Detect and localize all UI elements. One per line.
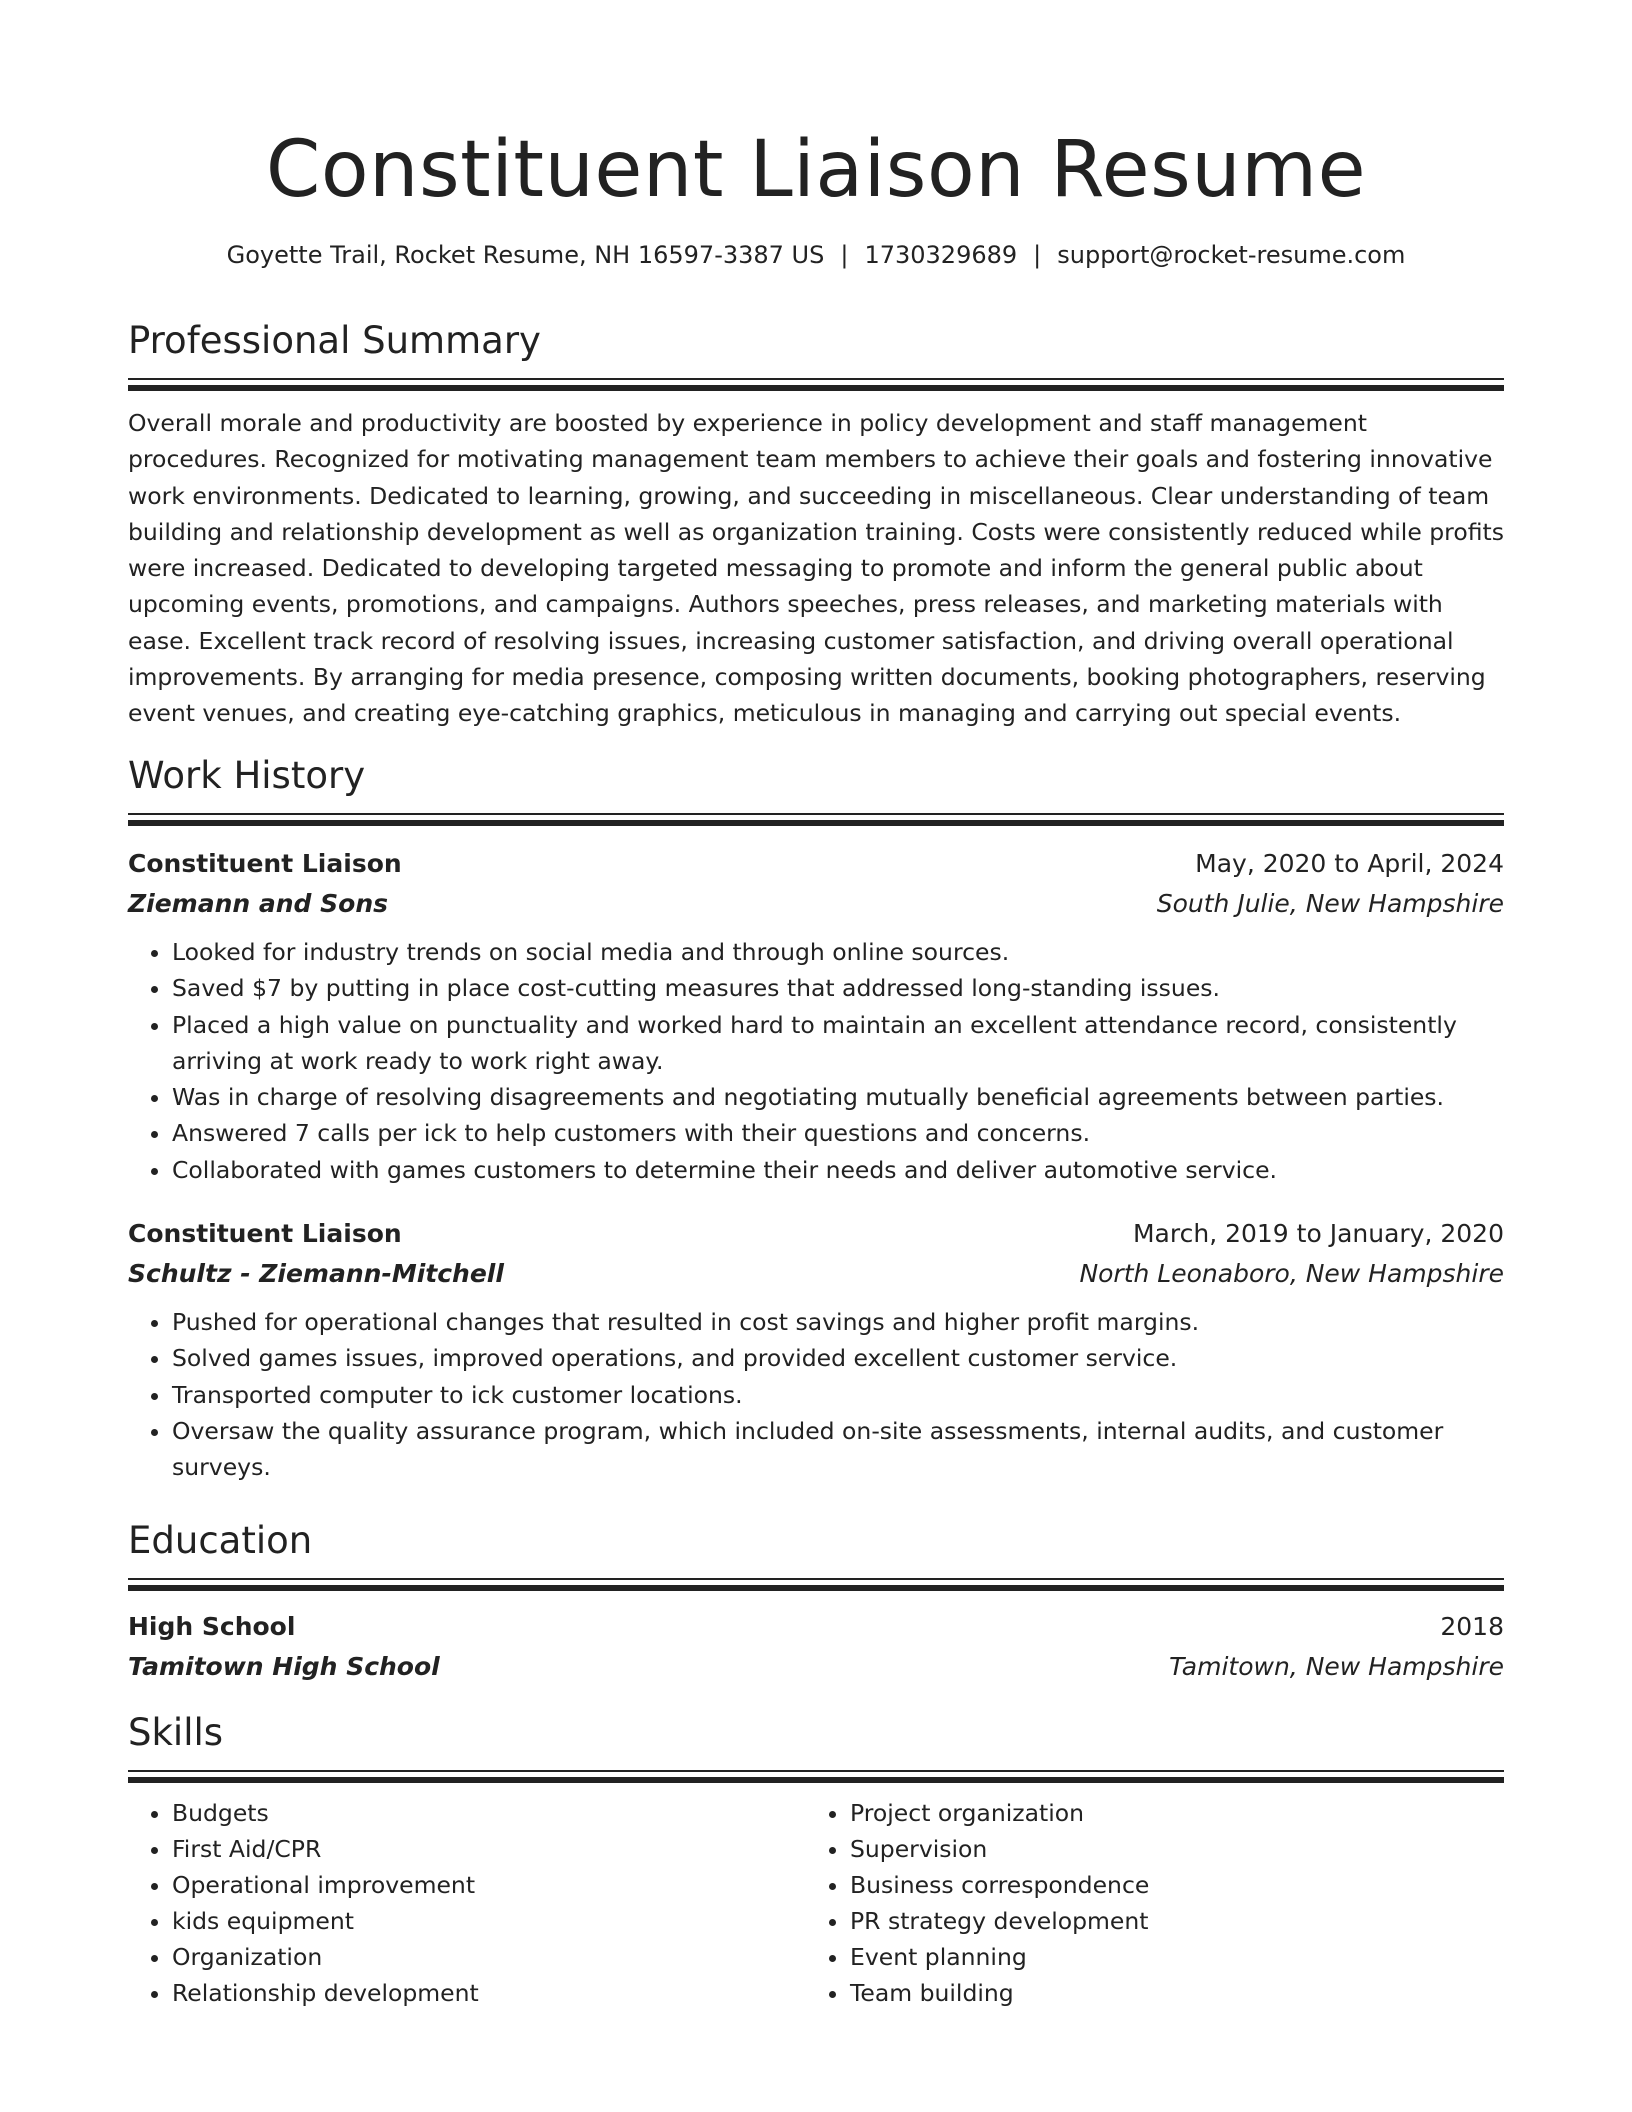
job-dates: March, 2019 to January, 2020: [1132, 1219, 1504, 1249]
section-heading: Work History: [128, 754, 366, 797]
job-company-row: [128, 1254, 1504, 1294]
job-bullet: • Oversaw the quality assurance program, which included on-site assessments, internal audits, and customer surveys.: [172, 1413, 1504, 1486]
job-bullet: • Solved games issues, improved operations, and provided excellent customer service.: [172, 1340, 1504, 1376]
section-heading: Professional Summary: [128, 319, 541, 362]
section-rule-thick: [128, 1585, 1504, 1591]
resume-title: Constituent Liaison Resume: [265, 125, 1367, 215]
contact-separator: |: [1033, 241, 1042, 269]
skill-item: • Event planning: [850, 1939, 1483, 1975]
skill-item: • Organization: [172, 1939, 805, 1975]
contact-email: support@rocket-resume.com: [1057, 241, 1406, 269]
section-rule-thick: [128, 1777, 1504, 1783]
job-bullet: • Collaborated with games customers to determine their needs and deliver automotive service.: [172, 1152, 1504, 1188]
section-rule-thick: [128, 385, 1504, 391]
skill-item: • Budgets: [172, 1795, 805, 1831]
education-entry: [128, 1607, 1504, 1687]
education-section: [128, 1516, 1504, 1687]
contact-separator: |: [840, 241, 849, 269]
job-bullet: • Placed a high value on punctuality and worked hard to maintain an excellent attendance record, consistently arriving at work ready to work right away.: [172, 1007, 1504, 1080]
section-rule-thin: [128, 1770, 1504, 1772]
job-bullet: • Saved $7 by putting in place cost-cutting measures that addressed long-standing issues.: [172, 970, 1504, 1006]
skill-item: • PR strategy development: [850, 1903, 1483, 1939]
summary-text: Overall morale and productivity are boosted by experience in policy development and staff management procedures. Recognized for motivating management team members to achieve their goals and fostering innovative work environments. Dedicated to learning, growing, and succeeding in miscellaneous. Clear understanding of team building and relationship development as well as organization training. Costs were consistently reduced while profits were increased. Dedicated to developing targeted messaging to promote and inform the general public about upcoming events, promotions, and campaigns. Authors speeches, press releases, and marketing materials with ease. Excellent track record of resolving issues, increasing customer satisfaction, and driving overall operational improvements. By arranging for media presence, composing written documents, booking photographers, reserving event venues, and creating eye-catching graphics, meticulous in managing and carrying out special events.: [128, 409, 1504, 728]
job-bullet: • Transported computer to ick customer locations.: [172, 1377, 1504, 1413]
section-rule-thin: [128, 813, 1504, 815]
job-title: Constituent Liaison: [128, 1219, 402, 1249]
education-school: Tamitown High School: [128, 1652, 440, 1681]
skill-item: • Operational improvement: [172, 1867, 805, 1903]
job-bullets: [128, 1304, 1504, 1485]
job-dates: May, 2020 to April, 2024: [1195, 849, 1504, 878]
job-company: Schultz - Ziemann-Mitchell: [128, 1259, 504, 1289]
job-location: North Leonaboro, New Hampshire: [1079, 1259, 1504, 1289]
contact-line: [128, 238, 1504, 272]
education-header-row: [128, 1607, 1504, 1647]
job-header-row: [128, 1214, 1504, 1254]
section-rule-thin: [128, 378, 1504, 380]
job-bullet: • Looked for industry trends on social media and through online sources.: [172, 934, 1504, 970]
education-year: 2018: [1440, 1612, 1504, 1641]
skill-item: • kids equipment: [172, 1903, 805, 1939]
job-bullets: [128, 934, 1504, 1188]
section-heading: Education: [128, 1519, 313, 1562]
job-location: South Julie, New Hampshire: [1156, 889, 1504, 918]
education-degree: High School: [128, 1612, 296, 1641]
job-bullet: • Answered 7 calls per ick to help customers with their questions and concerns.: [172, 1115, 1504, 1151]
job-company: Ziemann and Sons: [128, 889, 388, 918]
job-bullet: • Was in charge of resolving disagreements and negotiating mutually beneficial agreements between parties.: [172, 1079, 1504, 1115]
skill-item: • First Aid/CPR: [172, 1831, 805, 1867]
section-heading: Skills: [128, 1711, 224, 1754]
job-bullet: • Pushed for operational changes that resulted in cost savings and higher profit margins.: [172, 1304, 1504, 1340]
skills-columns: [128, 1795, 1504, 2011]
section-rule-thin: [128, 1578, 1504, 1580]
contact-phone: 1730329689: [864, 241, 1018, 269]
skills-list-left: [128, 1795, 805, 2011]
skill-item: • Project organization: [850, 1795, 1483, 1831]
education-school-row: [128, 1647, 1504, 1687]
job-title: Constituent Liaison: [128, 849, 402, 878]
skill-item: • Relationship development: [172, 1975, 805, 2011]
section-rule-thick: [128, 820, 1504, 826]
skills-section: [128, 1708, 1504, 2011]
skills-list-right: [805, 1795, 1483, 2011]
skill-item: • Business correspondence: [850, 1867, 1483, 1903]
job-entry: [128, 1214, 1504, 1485]
education-location: Tamitown, New Hampshire: [1169, 1652, 1504, 1681]
job-header-row: [128, 844, 1504, 884]
contact-address: Goyette Trail, Rocket Resume, NH 16597-3387 US: [226, 241, 825, 269]
skill-item: • Supervision: [850, 1831, 1483, 1867]
summary-section: [128, 316, 1504, 732]
job-entry: [128, 844, 1504, 1188]
skill-item: • Team building: [850, 1975, 1483, 2011]
work-history-section: [128, 751, 1504, 1486]
job-company-row: [128, 884, 1504, 924]
